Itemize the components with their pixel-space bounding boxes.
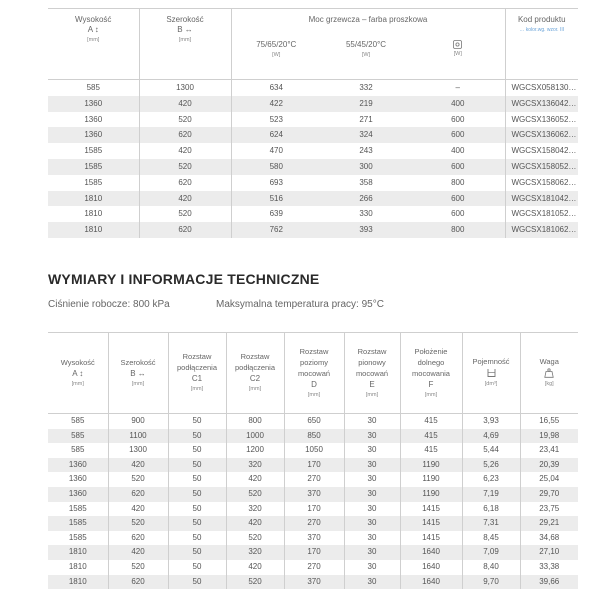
table-cell: 1415 (400, 516, 462, 531)
heater-icon (453, 40, 462, 49)
table-cell: 1360 (68, 474, 87, 484)
table-cell: 30 (344, 560, 400, 575)
dims-col-header: Rozstaw podłączenia C2 [mm] (226, 333, 284, 414)
table-cell: 6,18 (462, 502, 520, 517)
table-cell: 600 (411, 159, 505, 175)
table-cell: 170 (284, 545, 344, 560)
table-cell: 620 (139, 127, 231, 143)
dims-col-header: Szerokość B ↔ [mm] (108, 333, 168, 414)
table-cell: 270 (284, 560, 344, 575)
table-cell: 320 (226, 458, 284, 473)
table-cell: 50 (168, 502, 226, 517)
table-cell: 50 (168, 545, 226, 560)
table-cell: 650 (284, 414, 344, 429)
dims-col-header: Rozstaw poziomy mocowań D [mm] (284, 333, 344, 414)
dims-col-header: Wysokość A ↕ [mm] (60, 357, 95, 387)
table-cell: 243 (359, 146, 373, 156)
table-cell: 50 (168, 429, 226, 444)
product-code-cell: WGCSX181052… (505, 206, 578, 222)
table-cell: 1810 (48, 191, 139, 207)
power-table-row (48, 112, 578, 128)
table-cell: 320 (226, 502, 284, 517)
power-table-body (48, 80, 578, 238)
table-cell: 520 (108, 516, 168, 531)
table-cell: 8,45 (462, 531, 520, 546)
power-table-header (48, 9, 578, 80)
table-cell: 520 (139, 206, 231, 222)
table-cell: 5,26 (462, 458, 520, 473)
table-cell: 1190 (400, 472, 462, 487)
table-cell: 30 (344, 516, 400, 531)
table-cell: 30 (344, 487, 400, 502)
table-cell: 800 (451, 177, 465, 187)
table-cell: 30 (344, 575, 400, 590)
table-cell: 580 (231, 159, 321, 175)
max-temperature: Maksymalna temperatura pracy: 95°C (216, 299, 384, 310)
table-cell: 1585 (68, 532, 87, 542)
col-power-55: 55/45/20°C [W] (345, 39, 387, 58)
table-cell: – (455, 83, 460, 92)
table-cell: 1585 (48, 516, 108, 531)
dims-table-row (48, 487, 578, 502)
table-cell: 50 (168, 531, 226, 546)
table-cell: 422 (231, 96, 321, 112)
table-cell: 1585 (48, 159, 139, 175)
table-cell: 520 (226, 487, 284, 502)
table-cell: 23,41 (520, 443, 578, 458)
table-cell: 50 (168, 516, 226, 531)
dims-col-header: Waga [kg] (520, 333, 578, 414)
table-cell: 320 (226, 545, 284, 560)
table-cell: 25,04 (520, 472, 578, 487)
table-cell: 1415 (400, 502, 462, 517)
table-cell: 585 (48, 429, 108, 444)
table-cell: 330 (359, 209, 373, 219)
table-cell: 1190 (400, 458, 462, 473)
table-cell: 639 (231, 206, 321, 222)
table-cell: 370 (284, 531, 344, 546)
power-table-row (48, 143, 578, 159)
dims-col-header: Pojemność [dm³] (462, 333, 520, 414)
table-cell: 5,44 (462, 443, 520, 458)
table-cell: 50 (168, 414, 226, 429)
section-title: WYMIARY I INFORMACJE TECHNICZNE (48, 271, 320, 287)
table-cell: 7,31 (462, 516, 520, 531)
table-cell: 266 (321, 191, 411, 207)
table-cell: 1200 (226, 443, 284, 458)
table-cell: 1300 (108, 443, 168, 458)
table-cell: 370 (284, 487, 344, 502)
power-table-row (48, 127, 578, 143)
table-cell: 50 (168, 458, 226, 473)
table-cell: 520 (139, 112, 231, 128)
weight-icon (521, 368, 579, 378)
dims-table-row (48, 545, 578, 560)
table-cell: 4,69 (462, 429, 520, 444)
col-width: Szerokość B ↔ [mm] (139, 9, 231, 80)
table-cell: 420 (139, 191, 231, 207)
dims-table-row (48, 458, 578, 473)
table-cell: 30 (344, 458, 400, 473)
table-cell: 1100 (108, 429, 168, 444)
col-power-electric: [W] (411, 40, 505, 80)
table-cell: 170 (284, 502, 344, 517)
col-group-power: Moc grzewcza – farba proszkowa (231, 9, 505, 40)
table-cell: 50 (168, 487, 226, 502)
table-cell: 30 (344, 502, 400, 517)
table-cell: 600 (451, 209, 465, 219)
table-cell: 50 (168, 443, 226, 458)
table-cell: 30 (344, 414, 400, 429)
table-cell: 1810 (48, 575, 108, 590)
table-cell: 20,39 (520, 458, 578, 473)
table-cell: 6,23 (462, 472, 520, 487)
table-cell: 620 (139, 222, 231, 238)
table-cell: 620 (108, 487, 168, 502)
dims-table-row (48, 575, 578, 590)
table-cell: 8,40 (462, 560, 520, 575)
col-height: Wysokość A ↕ [mm] (75, 15, 112, 43)
table-cell: 400 (411, 96, 505, 112)
table-cell: 900 (108, 414, 168, 429)
table-cell: 516 (231, 191, 321, 207)
table-cell: 3,93 (462, 414, 520, 429)
table-cell: 219 (321, 96, 411, 112)
table-cell: 30 (344, 429, 400, 444)
table-cell: 30 (344, 545, 400, 560)
table-cell: 271 (359, 114, 373, 124)
table-cell: 415 (400, 429, 462, 444)
power-table-row (48, 159, 578, 175)
table-cell: 624 (231, 127, 321, 143)
table-cell: 520 (139, 159, 231, 175)
table-cell: 420 (226, 472, 284, 487)
table-cell: 1360 (48, 127, 139, 143)
dims-table-row (48, 472, 578, 487)
table-cell: 415 (400, 414, 462, 429)
table-cell: 600 (411, 127, 505, 143)
table-cell: 523 (231, 112, 321, 128)
table-cell: 1640 (400, 560, 462, 575)
dims-col-header: Rozstaw pionowy mocowań E [mm] (344, 333, 400, 414)
dims-table-row (48, 429, 578, 444)
table-cell: 420 (108, 502, 168, 517)
table-cell: 850 (284, 429, 344, 444)
table-cell: 393 (321, 222, 411, 238)
table-cell: 585 (71, 416, 85, 425)
table-cell: 1360 (48, 96, 139, 112)
dims-table-row (48, 443, 578, 458)
table-cell: 1000 (226, 429, 284, 444)
table-cell: 1585 (84, 146, 103, 156)
power-table-row (48, 206, 578, 222)
table-cell: 520 (108, 472, 168, 487)
dims-col-header: Rozstaw podłączenia C1 [mm] (168, 333, 226, 414)
table-cell: 270 (284, 472, 344, 487)
product-code-cell: WGCSX181062… (505, 222, 578, 238)
table-cell: 370 (284, 575, 344, 590)
table-cell: 1585 (68, 503, 87, 513)
table-cell: 800 (226, 414, 284, 429)
table-cell: 1810 (48, 545, 108, 560)
table-cell: 50 (168, 560, 226, 575)
dims-table-row (48, 502, 578, 517)
table-cell: 762 (231, 222, 321, 238)
table-cell: 1360 (84, 114, 103, 124)
table-cell: 9,70 (462, 575, 520, 590)
table-cell: 400 (451, 146, 465, 156)
power-table-row (48, 175, 578, 191)
dimensions-table (48, 333, 578, 589)
table-cell: 520 (226, 575, 284, 590)
table-cell: 600 (411, 191, 505, 207)
table-cell: 420 (139, 143, 231, 159)
table-cell: 585 (71, 445, 85, 455)
table-cell: 420 (139, 96, 231, 112)
product-code-cell: WGCSX058130… (505, 80, 578, 96)
table-cell: 620 (108, 531, 168, 546)
table-cell: 1810 (84, 209, 103, 219)
product-code-cell: WGCSX158062… (505, 175, 578, 191)
product-code-cell: WGCSX181042… (505, 191, 578, 207)
table-cell: 50 (168, 575, 226, 590)
power-table-row (48, 191, 578, 207)
table-cell: 1810 (48, 222, 139, 238)
product-code-cell: WGCSX136042… (505, 96, 578, 112)
table-cell: 620 (139, 175, 231, 191)
table-cell: 1585 (84, 177, 103, 187)
table-cell: 29,21 (520, 516, 578, 531)
heating-power-table (48, 8, 578, 238)
dims-col-header: Położenie dolnego mocowania F [mm] (400, 333, 462, 414)
table-cell: 34,68 (520, 531, 578, 546)
product-code-cell: WGCSX158042… (505, 143, 578, 159)
col-power-75: 75/65/20°C [W] (231, 40, 321, 80)
power-table-row (48, 96, 578, 112)
table-cell: 420 (108, 458, 168, 473)
table-cell: 1640 (400, 575, 462, 590)
table-cell: 1810 (68, 561, 87, 571)
table-cell: 30 (344, 531, 400, 546)
table-cell: 520 (108, 560, 168, 575)
table-cell: 332 (359, 83, 373, 92)
table-cell: 420 (226, 516, 284, 531)
table-cell: 33,38 (520, 560, 578, 575)
table-cell: 7,09 (462, 545, 520, 560)
table-cell: 50 (168, 472, 226, 487)
container-icon (463, 368, 520, 378)
product-code-cell: WGCSX158052… (505, 159, 578, 175)
table-cell: 27,10 (520, 545, 578, 560)
table-cell: 29,70 (520, 487, 578, 502)
table-cell: 30 (344, 443, 400, 458)
table-cell: 415 (400, 443, 462, 458)
table-cell: 39,66 (520, 575, 578, 590)
table-cell: 1415 (400, 531, 462, 546)
table-cell: 358 (359, 177, 373, 187)
power-table-row (48, 222, 578, 238)
dims-table-row (48, 531, 578, 546)
table-cell: 1640 (400, 545, 462, 560)
table-cell: 23,75 (520, 502, 578, 517)
table-cell: 7,19 (462, 487, 520, 502)
power-table-row (48, 80, 578, 96)
table-cell: 634 (231, 80, 321, 96)
product-code-cell: WGCSX136052… (505, 112, 578, 128)
table-cell: 1190 (400, 487, 462, 502)
table-cell: 270 (284, 516, 344, 531)
table-cell: 324 (321, 127, 411, 143)
col-product-code: Kod produktu … kolor.wg. wzor. III (505, 9, 578, 80)
table-cell: 520 (226, 531, 284, 546)
table-cell: 19,98 (520, 429, 578, 444)
dims-table-row (48, 414, 578, 429)
table-cell: 1360 (48, 487, 108, 502)
table-cell: 1050 (284, 443, 344, 458)
table-cell: 30 (344, 472, 400, 487)
table-cell: 620 (108, 575, 168, 590)
table-cell: 1360 (48, 458, 108, 473)
table-cell: 300 (321, 159, 411, 175)
dims-table-row (48, 560, 578, 575)
dims-table-row (48, 516, 578, 531)
working-pressure: Ciśnienie robocze: 800 kPa (48, 299, 170, 310)
table-cell: 800 (411, 222, 505, 238)
table-cell: 1300 (139, 80, 231, 96)
product-code-cell: WGCSX136062… (505, 127, 578, 143)
dimensions-table-header (48, 333, 578, 414)
table-cell: 16,55 (520, 414, 578, 429)
table-cell: 420 (108, 545, 168, 560)
table-cell: 693 (231, 175, 321, 191)
table-cell: 420 (226, 560, 284, 575)
table-cell: 170 (284, 458, 344, 473)
dimensions-table-body (48, 414, 578, 590)
table-cell: 585 (86, 83, 100, 92)
table-cell: 600 (451, 114, 465, 124)
table-cell: 470 (231, 143, 321, 159)
